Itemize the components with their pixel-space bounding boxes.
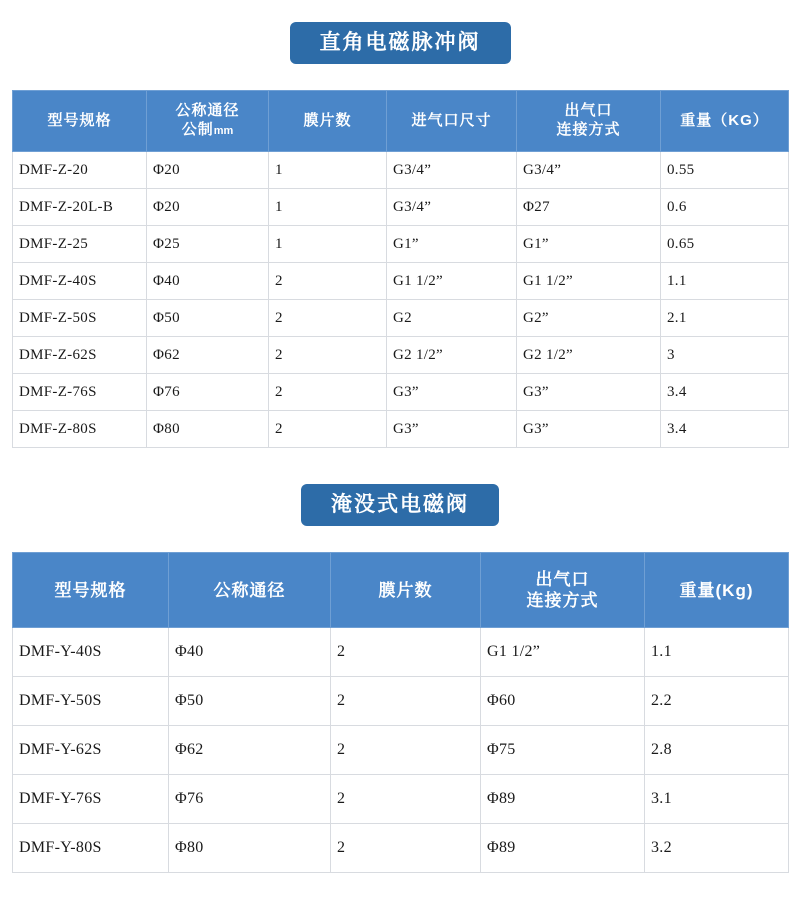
table-row bbox=[13, 226, 789, 263]
section-1-title: 直角电磁脉冲阀 bbox=[290, 22, 511, 64]
cell-diaphragm-count: 1 bbox=[269, 152, 387, 189]
cell-model: DMF-Z-76S bbox=[13, 374, 147, 411]
col-header-nominal-diameter bbox=[169, 553, 331, 628]
cell-outlet-connection: G3” bbox=[517, 411, 661, 448]
col-header-outlet-sub: 连接方式 bbox=[526, 591, 599, 611]
table-row bbox=[13, 152, 789, 189]
cell-outlet-connection: G1 1/2” bbox=[517, 263, 661, 300]
cell-model: DMF-Y-40S bbox=[13, 628, 169, 677]
cell-model: DMF-Z-40S bbox=[13, 263, 147, 300]
col-header-inlet-size bbox=[387, 91, 517, 152]
pulse-valve-table bbox=[12, 90, 789, 448]
cell-model: DMF-Z-20 bbox=[13, 152, 147, 189]
table-row bbox=[13, 300, 789, 337]
cell-outlet-connection: Φ60 bbox=[481, 677, 645, 726]
cell-weight: 1.1 bbox=[645, 628, 789, 677]
table-row bbox=[13, 824, 789, 873]
cell-outlet-connection: G1 1/2” bbox=[481, 628, 645, 677]
cell-model: DMF-Y-50S bbox=[13, 677, 169, 726]
col-header-outlet-label: 出气口 bbox=[535, 569, 590, 589]
table-row bbox=[13, 374, 789, 411]
cell-weight: 2.8 bbox=[645, 726, 789, 775]
cell-diaphragm-count: 2 bbox=[331, 677, 481, 726]
cell-weight: 0.6 bbox=[661, 189, 789, 226]
cell-nominal-diameter: Φ20 bbox=[147, 189, 269, 226]
section-2-table-wrap bbox=[0, 552, 800, 873]
cell-nominal-diameter: Φ40 bbox=[147, 263, 269, 300]
spacer-after-title-2 bbox=[0, 526, 800, 552]
cell-diaphragm-count: 1 bbox=[269, 189, 387, 226]
table-row bbox=[13, 411, 789, 448]
cell-diaphragm-count: 2 bbox=[331, 824, 481, 873]
cell-outlet-connection: Φ75 bbox=[481, 726, 645, 775]
table-row bbox=[13, 189, 789, 226]
table-header-row bbox=[13, 553, 789, 628]
cell-outlet-connection: G2” bbox=[517, 300, 661, 337]
cell-outlet-connection: Φ27 bbox=[517, 189, 661, 226]
spacer-bottom bbox=[0, 873, 800, 907]
table-row bbox=[13, 628, 789, 677]
cell-inlet-size: G1 1/2” bbox=[387, 263, 517, 300]
cell-inlet-size: G2 bbox=[387, 300, 517, 337]
section-1-title-wrap bbox=[0, 22, 800, 64]
col-header-outlet-label: 出气口 bbox=[564, 102, 613, 120]
cell-weight: 1.1 bbox=[661, 263, 789, 300]
col-header-diaphragm-count-label: 膜片数 bbox=[378, 580, 433, 600]
cell-nominal-diameter: Φ50 bbox=[147, 300, 269, 337]
section-2-title: 淹没式电磁阀 bbox=[301, 484, 499, 526]
cell-diaphragm-count: 2 bbox=[331, 726, 481, 775]
col-header-model bbox=[13, 91, 147, 152]
cell-nominal-diameter: Φ76 bbox=[169, 775, 331, 824]
cell-weight: 0.65 bbox=[661, 226, 789, 263]
section-2-title-wrap bbox=[0, 484, 800, 526]
cell-weight: 3.2 bbox=[645, 824, 789, 873]
col-header-model-label: 型号规格 bbox=[54, 580, 127, 600]
cell-outlet-connection: Φ89 bbox=[481, 824, 645, 873]
submerged-valve-table-body bbox=[13, 628, 789, 873]
cell-model: DMF-Z-25 bbox=[13, 226, 147, 263]
table-row bbox=[13, 677, 789, 726]
spacer-top bbox=[0, 0, 800, 22]
cell-nominal-diameter: Φ80 bbox=[147, 411, 269, 448]
cell-inlet-size: G3/4” bbox=[387, 152, 517, 189]
cell-diaphragm-count: 2 bbox=[269, 411, 387, 448]
cell-nominal-diameter: Φ25 bbox=[147, 226, 269, 263]
table-row bbox=[13, 337, 789, 374]
table-row bbox=[13, 775, 789, 824]
cell-nominal-diameter: Φ40 bbox=[169, 628, 331, 677]
cell-model: DMF-Z-62S bbox=[13, 337, 147, 374]
cell-outlet-connection: G3” bbox=[517, 374, 661, 411]
cell-outlet-connection: G3/4” bbox=[517, 152, 661, 189]
cell-model: DMF-Z-20L-B bbox=[13, 189, 147, 226]
cell-diaphragm-count: 2 bbox=[269, 374, 387, 411]
cell-nominal-diameter: Φ50 bbox=[169, 677, 331, 726]
col-header-diaphragm-count bbox=[331, 553, 481, 628]
cell-weight: 3.4 bbox=[661, 374, 789, 411]
col-header-weight-label: 重量(Kg) bbox=[679, 580, 754, 600]
col-header-outlet-connection bbox=[517, 91, 661, 152]
submerged-valve-table bbox=[12, 552, 789, 873]
cell-nominal-diameter: Φ76 bbox=[147, 374, 269, 411]
cell-weight: 2.1 bbox=[661, 300, 789, 337]
cell-model: DMF-Y-80S bbox=[13, 824, 169, 873]
cell-model: DMF-Z-80S bbox=[13, 411, 147, 448]
col-header-nominal-diameter bbox=[147, 91, 269, 152]
section-1-table-wrap bbox=[0, 90, 800, 448]
table-header-row bbox=[13, 91, 789, 152]
cell-inlet-size: G3/4” bbox=[387, 189, 517, 226]
col-header-nominal-diameter-label: 公称通径 bbox=[175, 102, 240, 120]
col-header-model bbox=[13, 553, 169, 628]
col-header-diaphragm-count-label: 膜片数 bbox=[303, 111, 352, 129]
col-header-outlet-connection bbox=[481, 553, 645, 628]
cell-model: DMF-Y-62S bbox=[13, 726, 169, 775]
cell-weight: 2.2 bbox=[645, 677, 789, 726]
cell-weight: 0.55 bbox=[661, 152, 789, 189]
col-header-nominal-diameter-label: 公称通径 bbox=[213, 580, 286, 600]
cell-outlet-connection: G2 1/2” bbox=[517, 337, 661, 374]
col-header-model-label: 型号规格 bbox=[47, 111, 112, 129]
cell-inlet-size: G1” bbox=[387, 226, 517, 263]
cell-diaphragm-count: 2 bbox=[269, 337, 387, 374]
cell-outlet-connection: G1” bbox=[517, 226, 661, 263]
cell-nominal-diameter: Φ62 bbox=[147, 337, 269, 374]
cell-weight: 3.4 bbox=[661, 411, 789, 448]
table-row bbox=[13, 726, 789, 775]
col-header-weight-label: 重量（KG） bbox=[680, 111, 769, 129]
cell-weight: 3 bbox=[661, 337, 789, 374]
unit-mm-label: mm bbox=[213, 125, 234, 138]
col-header-diaphragm-count bbox=[269, 91, 387, 152]
cell-inlet-size: G3” bbox=[387, 411, 517, 448]
cell-model: DMF-Y-76S bbox=[13, 775, 169, 824]
cell-weight: 3.1 bbox=[645, 775, 789, 824]
cell-nominal-diameter: Φ80 bbox=[169, 824, 331, 873]
cell-diaphragm-count: 2 bbox=[269, 263, 387, 300]
pulse-valve-table-body bbox=[13, 152, 789, 448]
col-header-weight bbox=[645, 553, 789, 628]
col-header-weight bbox=[661, 91, 789, 152]
cell-diaphragm-count: 1 bbox=[269, 226, 387, 263]
spacer-after-title-1 bbox=[0, 64, 800, 90]
cell-diaphragm-count: 2 bbox=[269, 300, 387, 337]
col-header-outlet-sub: 连接方式 bbox=[556, 121, 621, 139]
cell-outlet-connection: Φ89 bbox=[481, 775, 645, 824]
col-header-nominal-diameter-sub: 公制mm bbox=[181, 121, 234, 139]
cell-diaphragm-count: 2 bbox=[331, 775, 481, 824]
cell-diaphragm-count: 2 bbox=[331, 628, 481, 677]
cell-nominal-diameter: Φ20 bbox=[147, 152, 269, 189]
cell-inlet-size: G3” bbox=[387, 374, 517, 411]
table-row bbox=[13, 263, 789, 300]
col-header-inlet-size-label: 进气口尺寸 bbox=[411, 111, 492, 129]
cell-nominal-diameter: Φ62 bbox=[169, 726, 331, 775]
cell-inlet-size: G2 1/2” bbox=[387, 337, 517, 374]
cell-model: DMF-Z-50S bbox=[13, 300, 147, 337]
spacer-between-sections bbox=[0, 448, 800, 484]
